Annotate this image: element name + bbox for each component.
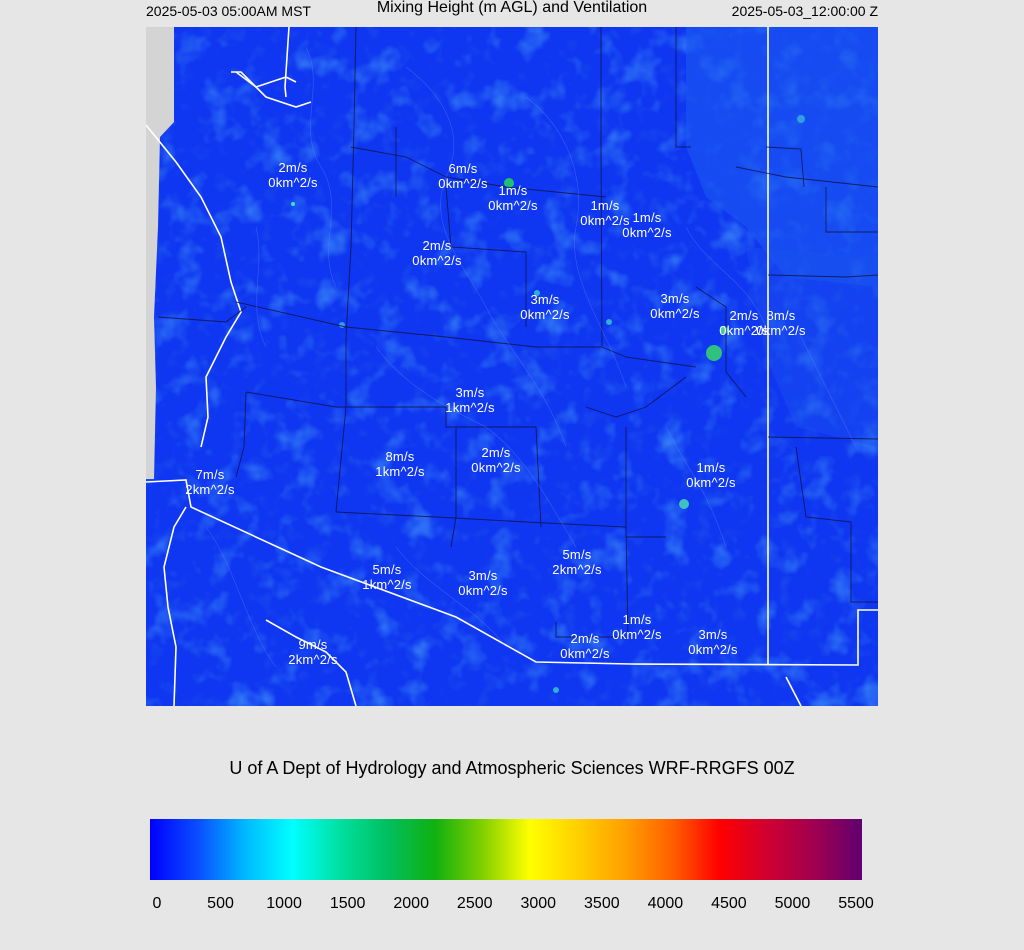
ventilation-label: 0km^2/s [438, 176, 488, 191]
ventilation-label: 0km^2/s [650, 306, 700, 321]
wind-speed-label: 3m/s [660, 291, 690, 306]
ventilation-label: 2km^2/s [552, 562, 602, 577]
station-label [488, 183, 537, 213]
ventilation-label: 0km^2/s [488, 198, 538, 213]
colorbar-tick-label: 3000 [520, 895, 557, 912]
colorbar-tick-label: 500 [207, 895, 234, 912]
station-label [268, 160, 317, 190]
ventilation-label: 0km^2/s [622, 225, 672, 240]
wind-speed-label: 7m/s [195, 467, 225, 482]
station-label [445, 385, 494, 415]
station-label [438, 161, 487, 191]
wind-speed-label: 2m/s [278, 160, 308, 175]
ventilation-label: 0km^2/s [612, 627, 662, 642]
wind-speed-label: 2m/s [570, 631, 600, 646]
colorbar-tick-label: 2000 [393, 895, 429, 912]
wind-speed-label: 8m/s [385, 449, 415, 464]
hotspot [797, 115, 805, 123]
station-label [688, 627, 737, 657]
station-label [650, 291, 699, 321]
wind-speed-label: 9m/s [298, 637, 328, 652]
wind-speed-label: 6m/s [448, 161, 478, 176]
station-label [612, 612, 661, 642]
ventilation-label: 0km^2/s [458, 583, 508, 598]
ventilation-label: 0km^2/s [688, 642, 738, 657]
station-label [560, 631, 609, 661]
ventilation-label: 0km^2/s [520, 307, 570, 322]
ventilation-label: 2km^2/s [288, 652, 338, 667]
wind-speed-label: 2m/s [422, 238, 452, 253]
station-label [458, 568, 507, 598]
wind-speed-label: 5m/s [372, 562, 402, 577]
wind-speed-label: 1m/s [696, 460, 726, 475]
station-label [552, 547, 601, 577]
wind-speed-label: 3m/s [698, 627, 728, 642]
colorbar-tick-label: 2500 [456, 895, 493, 912]
station-label [288, 637, 337, 667]
station-label [520, 292, 569, 322]
wind-speed-label: 2m/s [481, 445, 511, 460]
colorbar-tick-label: 1000 [266, 895, 302, 912]
ventilation-label: 0km^2/s [268, 175, 318, 190]
station-label [185, 467, 234, 497]
colorbar-tick-label: 5000 [774, 895, 811, 912]
ventilation-label: 0km^2/s [756, 323, 806, 338]
hotspot [679, 499, 689, 509]
credit-line: U of A Dept of Hydrology and Atmospheric Sciences WRF-RRGFS 00Z [229, 758, 795, 778]
wind-speed-label: 3m/s [530, 292, 560, 307]
colorbar-tick-label: 4000 [647, 895, 684, 912]
local-time-label: 2025-05-03 05:00AM MST [146, 3, 311, 19]
map-title: Mixing Height (m AGL) and Ventilation [376, 0, 648, 16]
wind-speed-label: 3m/s [455, 385, 485, 400]
wind-speed-label: 1m/s [632, 210, 662, 225]
ventilation-label: 0km^2/s [686, 475, 736, 490]
ventilation-label: 0km^2/s [471, 460, 521, 475]
station-label [375, 449, 424, 479]
wind-speed-label: 2m/s [729, 308, 759, 323]
station-label [622, 210, 671, 240]
ventilation-label: 0km^2/s [719, 323, 769, 338]
wind-speed-label: 5m/s [562, 547, 592, 562]
station-label [362, 562, 411, 592]
colorbar-tick-label: 4500 [711, 895, 747, 912]
ventilation-label: 1km^2/s [362, 577, 412, 592]
wind-speed-label: 1m/s [590, 198, 620, 213]
ventilation-label: 2km^2/s [185, 482, 235, 497]
station-label [412, 238, 461, 268]
station-label [756, 308, 805, 338]
colorbar-tick-label: 1500 [329, 895, 366, 912]
colorbar-tick-label: 5500 [838, 895, 874, 912]
valid-time-label: 2025-05-03_12:00:00 Z [731, 3, 878, 19]
colorbar [150, 819, 862, 880]
ventilation-label: 1km^2/s [445, 400, 495, 415]
wind-speed-label: 3m/s [468, 568, 498, 583]
ventilation-label: 1km^2/s [375, 464, 425, 479]
station-label [686, 460, 735, 490]
ventilation-label: 0km^2/s [412, 253, 462, 268]
station-label [471, 445, 520, 475]
colorbar-tick-label: 3500 [584, 895, 620, 912]
hotspot [706, 345, 722, 361]
ventilation-label: 0km^2/s [580, 213, 630, 228]
wind-speed-label: 1m/s [622, 612, 652, 627]
wind-speed-label: 8m/s [766, 308, 796, 323]
colorbar-tick-label: 0 [152, 895, 162, 912]
wind-speed-label: 1m/s [498, 183, 528, 198]
ventilation-label: 0km^2/s [560, 646, 610, 661]
map-canvas [146, 27, 878, 706]
mixing-height-map [146, 27, 878, 706]
